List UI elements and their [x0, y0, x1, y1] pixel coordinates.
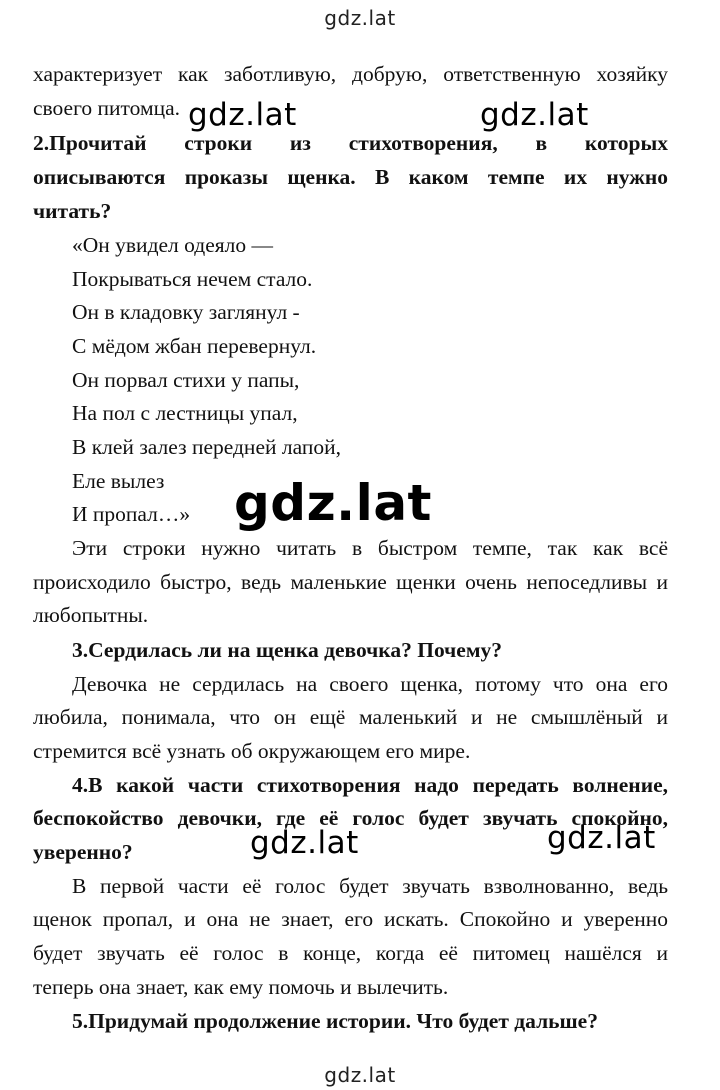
answer-4-line-1: В первой части её голос будет звучать взволнованно, ведь [72, 874, 668, 898]
question-5: 5.Придумай продолжение истории. Что будет дальше? [72, 1009, 598, 1033]
question-2-line-3: читать? [33, 199, 112, 223]
answer-3-line-3: стремится всё узнать об окружающем его мире. [33, 739, 471, 763]
poem-line-1: «Он увидел одеяло — [72, 233, 274, 257]
watermark: gdz.lat [234, 474, 432, 532]
answer-2-line-3: любопытны. [33, 603, 149, 627]
poem-line-7: В клей залез передней лапой, [72, 435, 341, 459]
watermark: gdz.lat [250, 825, 359, 861]
intro-line-2: своего питомца. [33, 96, 181, 120]
header-site-name: gdz.lat [324, 6, 396, 30]
answer-4-line-2: щенок пропал, и она не знает, его искать. Спокойно и уверенно [33, 907, 668, 931]
answer-3-line-1: Девочка не сердилась на своего щенка, потому что она его [72, 672, 668, 696]
answer-2-line-1: Эти строки нужно читать в быстром темпе, так как всё [72, 536, 668, 560]
answer-3-line-2: любила, понимала, что он ещё маленький и не смышлёный и [33, 705, 668, 729]
question-2-line-1: 2.Прочитай строки из стихотворения, в которых [33, 131, 668, 155]
poem-line-9: И пропал…» [72, 502, 191, 526]
question-4-line-3: уверенно? [33, 840, 133, 864]
poem-line-3: Он в кладовку заглянул - [72, 300, 300, 324]
question-3: 3.Сердилась ли на щенка девочка? Почему? [72, 638, 502, 662]
footer-site-name: gdz.lat [324, 1063, 396, 1087]
question-4-line-2: беспокойство девочки, где её голос будет звучать спокойно, [33, 806, 668, 830]
question-2-line-2: описываются проказы щенка. В каком темпе их нужно [33, 165, 668, 189]
question-4-line-1: 4.В какой части стихотворения надо передать волнение, [72, 773, 668, 797]
answer-2-line-2: происходило быстро, ведь маленькие щенки очень непоседливы и [33, 570, 668, 594]
poem-line-2: Покрываться нечем стало. [72, 267, 313, 291]
poem-line-6: На пол с лестницы упал, [72, 401, 298, 425]
poem-line-8: Еле вылез [72, 469, 165, 493]
watermark: gdz.lat [480, 97, 589, 133]
poem-line-4: С мёдом жбан перевернул. [72, 334, 317, 358]
answer-4-line-4: теперь она знает, как ему помочь и вылечить. [33, 975, 449, 999]
watermark: gdz.lat [547, 820, 656, 856]
answer-4-line-3: будет звучать её голос в конце, когда её питомец нашёлся и [33, 941, 668, 965]
poem-line-5: Он порвал стихи у папы, [72, 368, 300, 392]
watermark: gdz.lat [188, 97, 297, 133]
intro-line-1: характеризует как заботливую, добрую, ответственную хозяйку [33, 62, 668, 86]
